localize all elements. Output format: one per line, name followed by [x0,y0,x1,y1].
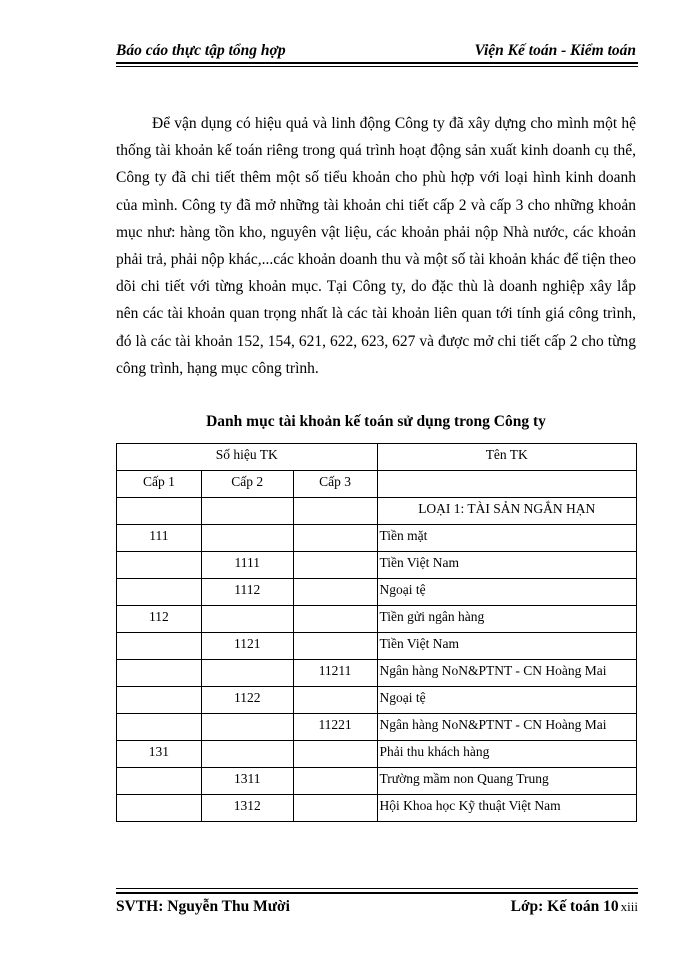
account-level-3 [293,633,377,660]
account-name: Phải thu khách hàng [377,741,637,768]
account-table [116,443,637,822]
table-row [117,579,637,606]
table-row [117,741,637,768]
page-footer [116,898,638,920]
header-institute: Viện Kế toán - Kiểm toán [474,42,636,59]
account-level-2: 1121 [201,633,293,660]
account-level-3 [293,768,377,795]
header-account-name: Tên TK [377,444,637,471]
account-level-1 [117,579,202,606]
account-name: Tiền Việt Nam [377,633,637,660]
account-level-1 [117,795,202,822]
account-name: LOẠI 1: TÀI SẢN NGẮN HẠN [377,498,637,525]
account-level-2 [201,606,293,633]
table-caption: Danh mục tài khoản kế toán sử dụng trong Công ty [206,413,546,430]
account-level-1 [117,714,202,741]
account-level-1 [117,768,202,795]
table-row [117,552,637,579]
footer-rule [116,892,638,894]
account-level-1 [117,552,202,579]
account-name: Tiền gửi ngân hàng [377,606,637,633]
page-number: xiii [620,899,638,914]
account-name: Ngoại tệ [377,579,637,606]
account-level-2: 1111 [201,552,293,579]
header-account-number: Số hiệu TK [117,444,378,471]
table-subheader-row [117,471,637,498]
footer-rule-thin [116,888,638,889]
header-level-2: Cấp 2 [201,471,293,498]
account-name: Hội Khoa học Kỹ thuật Việt Nam [377,795,637,822]
table-row [117,660,637,687]
account-level-1 [117,498,202,525]
footer-class-label: Lớp: Kế toán 10 [510,898,619,915]
account-name: Ngân hàng NoN&PTNT - CN Hoàng Mai [377,714,637,741]
table-row [117,633,637,660]
table-row [117,687,637,714]
header-rule [116,62,638,64]
account-level-3 [293,795,377,822]
header-rule-thin [116,66,638,67]
header-empty-cell [377,471,637,498]
account-name: Trường mầm non Quang Trung [377,768,637,795]
account-level-3 [293,525,377,552]
footer-class [511,898,638,916]
account-level-2 [201,741,293,768]
account-level-1 [117,660,202,687]
account-level-2 [201,660,293,687]
account-name: Tiền mặt [377,525,637,552]
account-name: Tiền Việt Nam [377,552,637,579]
table-header-row [117,444,637,471]
footer-student: SVTH: Nguyễn Thu Mười [116,898,290,915]
account-level-2 [201,498,293,525]
page-header [116,40,636,62]
table-row [117,768,637,795]
body-paragraph: Để vận dụng có hiệu quả và linh động Công ty đã xây dựng cho mình một hệ thống tài khoản kế toán riêng trong quá trình hoạt động sản xuất kinh doanh cụ thể, Công ty đã chi tiết thêm một số tiểu khoản cho phù hợp với loại hình kinh doanh của mình. Công ty đã mở những tài khoản chi tiết cấp 2 và cấp 3 cho những khoản mục như: hàng tồn kho, nguyên vật liệu, các khoản phải nộp Nhà nước, các khoản phải trả, phải nộp khác,...các khoản doanh thu và một số tài khoản khác để tiện theo dõi chi tiết với từng khoản mục. Tại Công ty, do đặc thù là doanh nghiệp xây lắp nên các tài khoản quan trọng nhất là các tài khoản liên quan tới tính giá công trình, đó là các tài khoản 152, 154, 621, 622, 623, 627 và được mở chi tiết cấp 2 cho từng công trình, hạng mục công trình. [116,115,636,377]
account-level-2: 1122 [201,687,293,714]
table-row [117,795,637,822]
account-level-1 [117,633,202,660]
table-row [117,525,637,552]
table-row [117,498,637,525]
header-report-title: Báo cáo thực tập tổng hợp [116,42,286,59]
account-level-2: 1312 [201,795,293,822]
account-level-2 [201,714,293,741]
account-level-3: 11211 [293,660,377,687]
table-row [117,606,637,633]
account-name: Ngoại tệ [377,687,637,714]
account-level-1: 111 [117,525,202,552]
table-row [117,714,637,741]
account-level-3 [293,498,377,525]
account-level-3 [293,552,377,579]
header-level-3: Cấp 3 [293,471,377,498]
account-level-2: 1311 [201,768,293,795]
account-level-2 [201,525,293,552]
account-level-1 [117,687,202,714]
account-level-3 [293,606,377,633]
account-level-1: 131 [117,741,202,768]
account-name: Ngân hàng NoN&PTNT - CN Hoàng Mai [377,660,637,687]
account-level-3: 11221 [293,714,377,741]
account-level-2: 1112 [201,579,293,606]
account-level-1: 112 [117,606,202,633]
account-level-3 [293,579,377,606]
account-level-3 [293,687,377,714]
header-level-1: Cấp 1 [117,471,202,498]
account-level-3 [293,741,377,768]
